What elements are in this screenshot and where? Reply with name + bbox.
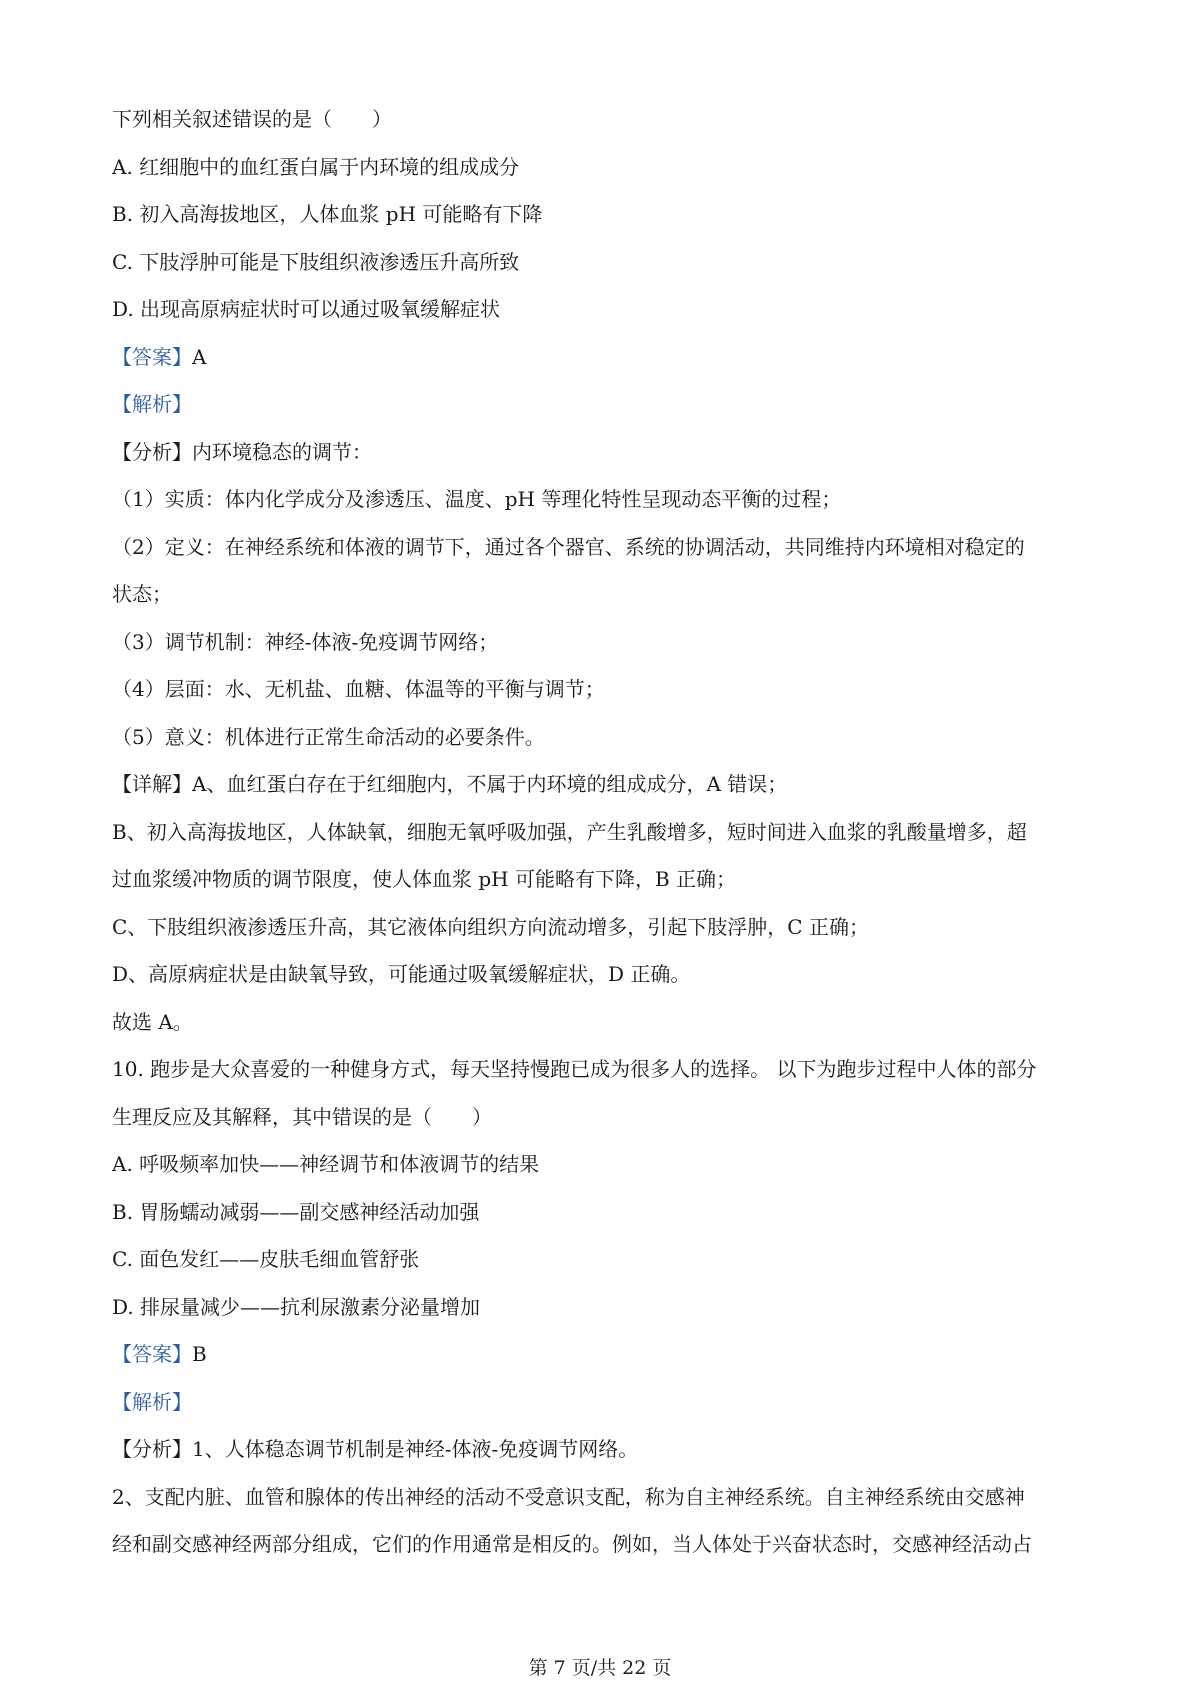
q9-detail-line: C、下肢组织液渗透压升高，其它液体向组织方向流动增多，引起下肢浮肿，C 正确； <box>112 914 869 939</box>
q9-detail-line: 过血浆缓冲物质的调节限度，使人体血浆 pH 可能略有下降，B 正确； <box>112 867 737 891</box>
answer-tag: 【答案】 <box>112 344 192 369</box>
q9-analysis-line: 【分析】内环境稳态的调节： <box>112 439 372 464</box>
page-number: 第 7 页/共 22 页 <box>528 1657 672 1679</box>
q9-analysis-line: （4）层面：水、无机盐、血糖、体温等的平衡与调节； <box>112 677 605 701</box>
answer-value: B <box>192 1342 207 1366</box>
q10-option-c: C. 面色发红——皮肤毛细血管舒张 <box>112 1247 420 1271</box>
q10-answer <box>112 1331 1102 1379</box>
q10-analysis-line: 【分析】1、人体稳态调节机制是神经-体液-免疫调节网络。 <box>112 1437 639 1461</box>
q9-stem: 下列相关叙述错误的是（ ） <box>112 107 392 131</box>
q9-analysis-line: （5）意义：机体进行正常生命活动的必要条件。 <box>112 724 545 749</box>
answer-tag: 【答案】 <box>112 1342 192 1366</box>
q9-detail-line: B、初入高海拔地区，人体缺氧，细胞无氧呼吸加强，产生乳酸增多，短时间进入血浆的乳酸量增多，超 <box>112 819 1027 844</box>
q9-analysis-tag: 【解析】 <box>112 392 192 416</box>
q9-analysis-line: 状态； <box>112 582 172 606</box>
q9-option-d: D. 出现高原病症状时可以通过吸氧缓解症状 <box>112 297 501 321</box>
q10-option-b: B. 胃肠蠕动减弱——副交感神经活动加强 <box>112 1199 480 1224</box>
q9-option-c: C. 下肢浮肿可能是下肢组织液渗透压升高所致 <box>112 249 520 274</box>
answer-value: A <box>192 344 207 369</box>
q10-analysis-line: 经和副交感神经两部分组成，它们的作用通常是相反的。例如，当人体处于兴奋状态时，交感神经活动占 <box>112 1532 1032 1556</box>
q9-detail-line: 【详解】A、血红蛋白存在于红细胞内，不属于内环境的组成成分，A 错误； <box>112 772 788 796</box>
q9-analysis-line: （3）调节机制：神经-体液-免疫调节网络； <box>112 629 499 654</box>
page-content <box>112 96 1102 1569</box>
q9-answer <box>112 334 1102 382</box>
q9-analysis-line: （2）定义：在神经系统和体液的调节下，通过各个器官、系统的协调活动，共同维持内环境相对稳定的 <box>112 534 1025 559</box>
q10-stem-line: 10. 跑步是大众喜爱的一种健身方式，每天坚持慢跑已成为很多人的选择。 以下为跑步过程中人体的部分 <box>112 1057 1037 1081</box>
q10-option-d: D. 排尿量减少——抗利尿激素分泌量增加 <box>112 1294 481 1319</box>
q9-analysis-line: （1）实质：体内化学成分及渗透压、温度、pH 等理化特性呈现动态平衡的过程； <box>112 487 842 511</box>
q10-option-a: A. 呼吸频率加快——神经调节和体液调节的结果 <box>112 1152 540 1176</box>
q9-conclusion: 故选 A。 <box>112 1009 193 1034</box>
q9-detail-line: D、高原病症状是由缺氧导致，可能通过吸氧缓解症状，D 正确。 <box>112 962 691 986</box>
q10-analysis-tag: 【解析】 <box>112 1389 192 1414</box>
q10-analysis-line: 2、支配内脏、血管和腺体的传出神经的活动不受意识支配，称为自主神经系统。自主神经系统由交感神 <box>112 1484 1025 1509</box>
q9-option-a: A. 红细胞中的血红蛋白属于内环境的组成成分 <box>112 154 520 179</box>
q10-stem-line: 生理反应及其解释，其中错误的是（ ） <box>112 1104 492 1129</box>
q9-option-b: B. 初入高海拔地区，人体血浆 pH 可能略有下降 <box>112 202 543 226</box>
